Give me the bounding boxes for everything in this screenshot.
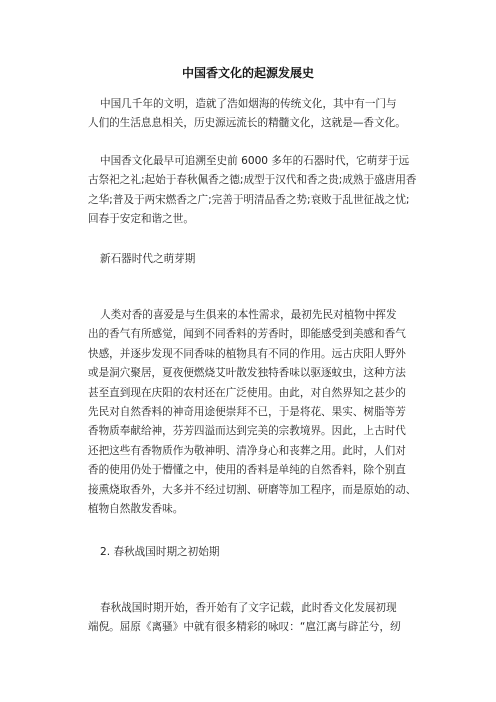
text-line: 香的使用仍处于懵懂之中，使用的香料是单纯的自然香料，除个别直 bbox=[88, 464, 406, 477]
text-line: 中国香文化最早可追溯至史前 6000 多年的石器时代，它萌芽于远 bbox=[100, 155, 410, 167]
text-line: 端倪。屈原《离骚》中就有很多精彩的咏叹：“扈江离与辟芷兮，纫 bbox=[88, 621, 401, 634]
text-line: 植物自然散发香味。 bbox=[88, 503, 184, 516]
text-line: 人类对香的喜爱是与生俱来的本性需求，最初先民对植物中挥发 bbox=[100, 309, 397, 321]
section-heading-neolithic: 新石器时代之萌芽期 bbox=[100, 253, 196, 265]
text-line: 接熏烧取香外，大多并不经过切割、研磨等加工程序，而是原始的动、 bbox=[88, 483, 417, 496]
text-line: 先民对自然香料的神奇用途便崇拜不已，于是将花、果实、树脂等芳 bbox=[88, 406, 406, 419]
text-line: 中国几千年的文明，造就了浩如烟海的传统文化，其中有一门与 bbox=[100, 98, 397, 110]
text-line: 回春于安定和谐之世。 bbox=[88, 213, 194, 226]
spring-autumn-paragraph bbox=[88, 599, 410, 638]
section-heading-spring-autumn: 2. 春秋战国时期之初始期 bbox=[100, 546, 220, 558]
summary-paragraph bbox=[88, 152, 417, 230]
text-line: 香物质奉献给神，芬芳四溢而达到完美的宗教境界。因此，上古时代 bbox=[88, 425, 406, 438]
text-line: 还把这些有香物质作为敬神明、清净身心和丧葬之用。此时，人们对 bbox=[88, 444, 406, 457]
text-line: 出的香气有所感觉，闻到不同香料的芳香时，即能感受到美感和香气 bbox=[88, 328, 406, 341]
text-line: 快感，并逐步发现不同香味的植物具有不同的作用。远古庆阳人野外 bbox=[88, 347, 406, 360]
text-line: 古祭祀之礼;起始于春秋佩香之德;成型于汉代和香之贵;成熟于盛唐用香 bbox=[88, 174, 417, 187]
document-title: 中国香文化的起源发展史 bbox=[181, 66, 314, 80]
text-line: 或是洞穴聚居，夏夜便燃烧艾叶散发独特香味以驱逐蚊虫，这种方法 bbox=[88, 367, 406, 380]
text-line: 甚至直到现在庆阳的农村还在广泛使用。由此，对自然界知之甚少的 bbox=[88, 386, 406, 399]
text-line: 春秋战国时期开始，香开始有了文字记载，此时香文化发展初现 bbox=[100, 602, 397, 614]
text-line: 人们的生活息息相关，历史源远流长的精髓文化，这就是—香文化。 bbox=[88, 117, 406, 130]
text-line: 之华;普及于两宋燃香之广;完善于明清品香之势;衰败于乱世征战之忧; bbox=[88, 193, 410, 206]
intro-paragraph bbox=[88, 95, 410, 134]
neolithic-paragraph bbox=[88, 306, 417, 519]
